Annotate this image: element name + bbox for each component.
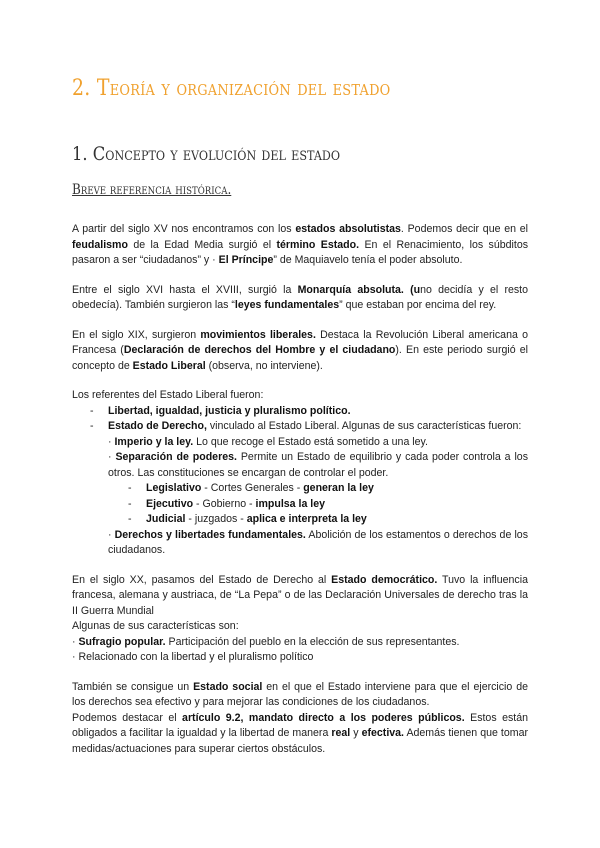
feature-derechos — [108, 528, 528, 559]
text: Destaca la Revolución Liberal americana o Francesa ( — [72, 328, 528, 356]
text: en el que el Estado interviene para que el ejercicio de los derechos sea efectivo y para mejorar las condiciones de los ciudadanos. — [72, 680, 528, 708]
bold-text: Declaración de derechos del Hombre y el ciudadano — [123, 344, 396, 356]
text: ). En este periodo surgió el concepto de — [72, 344, 529, 372]
main-title: 2. Teoría y organización del estado — [72, 76, 391, 101]
bullet: · — [108, 451, 116, 463]
bold-text: Separación de poderes. — [115, 451, 237, 463]
bold-text: Estado de Derecho, — [108, 420, 207, 432]
subsection-title: Breve referencia histórica. — [72, 182, 232, 198]
bold-text: leyes fundamentales — [234, 299, 340, 311]
section-title: 1. Concepto y evolución del estado — [72, 143, 341, 165]
text: y — [350, 727, 362, 739]
text: En el siglo XIX, surgieron — [72, 328, 201, 341]
text: no decidía y el resto obedecía). También surgieron las “ — [72, 283, 528, 311]
text: A partir del siglo XV nos encontramos con los — [72, 223, 296, 235]
list-item — [146, 512, 528, 528]
text: (observa, no interviene). — [205, 359, 323, 372]
bold-text: estados absolutistas — [295, 223, 401, 235]
bold-text: Derechos y libertades fundamentales. — [114, 528, 306, 541]
bullet: · — [72, 635, 79, 648]
text: Abolición de los estamentos o derechos de los ciudadanos. — [108, 528, 528, 556]
bold-text: Estado social — [193, 680, 263, 693]
text: - juzgados - — [185, 513, 247, 525]
text: Permite un Estado de equilibrio y cada poder controla a los otros. Las constituciones se encargan de controlar el poder. — [108, 451, 528, 479]
bold-text: término Estado. — [276, 238, 360, 251]
paragraph-articulo — [72, 711, 528, 758]
bold-text: Imperio y la ley. — [114, 435, 194, 448]
bold-text: Monarquía absoluta. (u — [297, 283, 421, 296]
text: Podemos destacar el — [72, 711, 183, 724]
text: Además tienen que tomar medidas/actuaciones para superar ciertos obstáculos. — [72, 727, 529, 755]
bold-text: Libertad, igualdad, justicia y pluralismo político. — [108, 404, 351, 417]
caracteristica-sufragio — [72, 635, 528, 651]
text: ” de Maquiavelo tenía el poder absoluto. — [273, 254, 463, 266]
text: En el Renacimiento, los súbditos pasaron a ser “ciudadanos” y · — [72, 238, 529, 266]
poderes-list — [108, 481, 528, 528]
bold-text: Sufragio popular. — [78, 635, 166, 648]
paragraph-absolutismo — [72, 222, 528, 269]
text: vinculado al Estado Liberal. Algunas de sus características fueron: — [206, 420, 522, 432]
paragraph-monarquia — [72, 283, 528, 314]
bold-text: Legislativo — [146, 482, 202, 494]
text: Entre el siglo XVI hasta el XVIII, surgió la — [72, 283, 298, 296]
bold-text: real — [331, 727, 351, 739]
text: En el siglo XX, pasamos del Estado de Derecho al — [72, 573, 332, 586]
bold-text: generan la ley — [303, 482, 374, 494]
text: . Podemos decir que en el — [400, 223, 529, 235]
text: Tuvo la influencia francesa, alemana y austriaca, de “La Pepa” o de las Declaración Universales de derecho tras la II Guerra Mundial — [72, 573, 528, 617]
list-item — [146, 481, 528, 497]
referentes-intro: Los referentes del Estado Liberal fueron: — [72, 389, 264, 401]
text: - Gobierno - — [193, 497, 256, 510]
document-body — [72, 222, 528, 757]
list-item — [108, 404, 528, 420]
bullet: · — [108, 435, 115, 448]
feature-imperio — [108, 435, 528, 451]
spacer — [72, 666, 528, 680]
paragraph-liberales — [72, 328, 528, 375]
text: ” que estaban por encima del rey. — [339, 299, 497, 311]
bold-text: Estado democrático. — [331, 573, 438, 586]
list-item — [146, 497, 528, 513]
caracteristica-libertad: · Relacionado con la libertad y el pluralismo político — [72, 651, 314, 663]
feature-separacion — [108, 450, 528, 481]
estado-derecho-features — [108, 435, 528, 559]
text: Estos están obligados a facilitar la igualdad y la libertad de manera — [72, 711, 529, 739]
bold-text: Judicial — [146, 513, 186, 525]
list-item — [108, 419, 528, 559]
text: de la Edad Media surgió el — [127, 238, 277, 251]
bullet: · — [108, 528, 115, 541]
bold-text: impulsa la ley — [255, 497, 326, 510]
referentes-list — [72, 404, 528, 559]
bold-text: movimientos liberales. — [200, 328, 316, 341]
bold-text: artículo 9.2, mandato directo a los poderes públicos. — [182, 711, 465, 724]
bold-text: aplica e interpreta la ley — [246, 513, 367, 525]
bold-text: Ejecutivo — [146, 497, 194, 510]
bold-text: Estado Liberal — [132, 359, 206, 372]
referentes-block — [72, 388, 528, 559]
paragraph-social — [72, 680, 528, 711]
text: También se consigue un — [72, 680, 194, 693]
bold-text: feudalismo — [72, 238, 128, 251]
text: Lo que recoge el Estado está sometido a una ley. — [193, 435, 428, 448]
text: - Cortes Generales - — [201, 482, 304, 494]
caracteristicas-intro: Algunas de sus características son: — [72, 620, 239, 632]
bold-text: efectiva. — [361, 727, 404, 739]
paragraph-democratico — [72, 573, 528, 620]
text: Participación del pueblo en la elección de sus representantes. — [165, 635, 460, 648]
spacer — [72, 559, 528, 573]
bold-text: El Príncipe — [218, 254, 274, 266]
